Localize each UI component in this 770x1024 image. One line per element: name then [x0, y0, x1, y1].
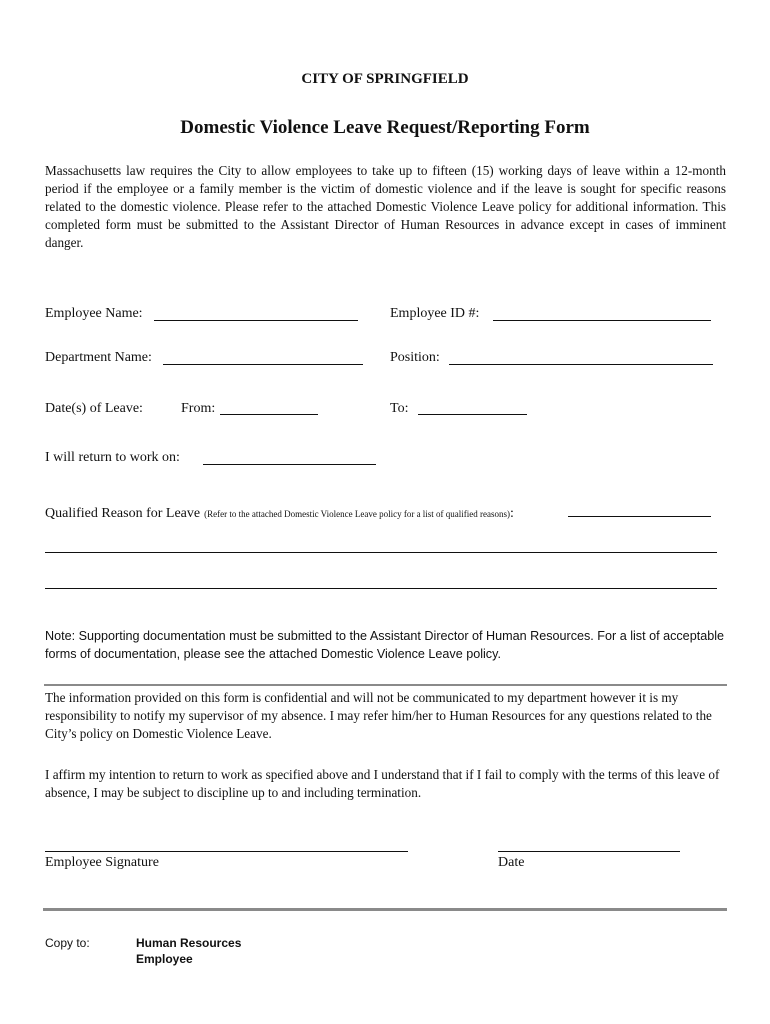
return-date-field[interactable]: [203, 464, 376, 465]
department-field[interactable]: [163, 364, 363, 365]
to-label: To:: [390, 401, 409, 416]
employee-name-label: Employee Name:: [45, 306, 143, 321]
date-label: Date: [498, 855, 525, 870]
affirm-paragraph: I affirm my intention to return to work as specified above and I understand that if I fail to comply with the terms of this leave of absence, I may be subject to discipline up to and including termination.: [45, 767, 720, 800]
from-label: From:: [181, 401, 216, 416]
copy-recipient-employee: Employee: [136, 952, 193, 966]
position-field[interactable]: [449, 364, 713, 365]
position-label: Position:: [390, 350, 440, 365]
reason-row: [45, 504, 514, 522]
date-field[interactable]: [498, 851, 680, 852]
signature-field[interactable]: [45, 851, 408, 852]
confidential-paragraph: The information provided on this form is confidential and will not be communicated to my department however it is my responsibility to notify my supervisor of my absence. I may refer him/her to Human Resources for any questions related to the City’s policy on Domestic Violence Leave.: [45, 690, 712, 741]
reason-colon: :: [510, 506, 514, 521]
department-label: Department Name:: [45, 350, 152, 365]
intro-paragraph: Massachusetts law requires the City to allow employees to take up to fifteen (15) working days of leave within a 12-month period if the employee or a family member is the victim of domestic violence and if the leave is sought for specific reasons related to the domestic violence. Please refer to the attached Domestic Violence Leave policy for additional information. This completed form must be submitted to the Assistant Director of Human Resources in advance except in cases of imminent danger.: [45, 163, 726, 250]
employee-id-field[interactable]: [493, 320, 711, 321]
employee-id-label: Employee ID #:: [390, 306, 480, 321]
from-date-field[interactable]: [220, 414, 318, 415]
copy-recipient-hr: Human Resources: [136, 936, 242, 950]
documentation-note: Note: Supporting documentation must be submitted to the Assistant Director of Human Resources. For a list of acceptable forms of documentation, please see the attached Domestic Violence Leave policy.: [45, 629, 725, 661]
reason-note: (Refer to the attached Domestic Violence Leave policy for a list of qualified reasons): [204, 509, 511, 519]
reason-line-3[interactable]: [45, 588, 717, 589]
form-title: Domestic Violence Leave Request/Reporting Form: [180, 117, 590, 138]
org-name: CITY OF SPRINGFIELD: [301, 71, 469, 87]
reason-line-2[interactable]: [45, 552, 717, 553]
copy-to-label: Copy to:: [45, 936, 90, 950]
divider-top: [44, 684, 727, 686]
reason-label: Qualified Reason for Leave: [45, 506, 201, 521]
divider-bottom: [43, 908, 727, 911]
return-label: I will return to work on:: [45, 450, 180, 465]
signature-label: Employee Signature: [45, 855, 159, 870]
dates-label: Date(s) of Leave:: [45, 401, 143, 416]
employee-name-field[interactable]: [154, 320, 358, 321]
to-date-field[interactable]: [418, 414, 527, 415]
reason-field[interactable]: [568, 516, 711, 517]
